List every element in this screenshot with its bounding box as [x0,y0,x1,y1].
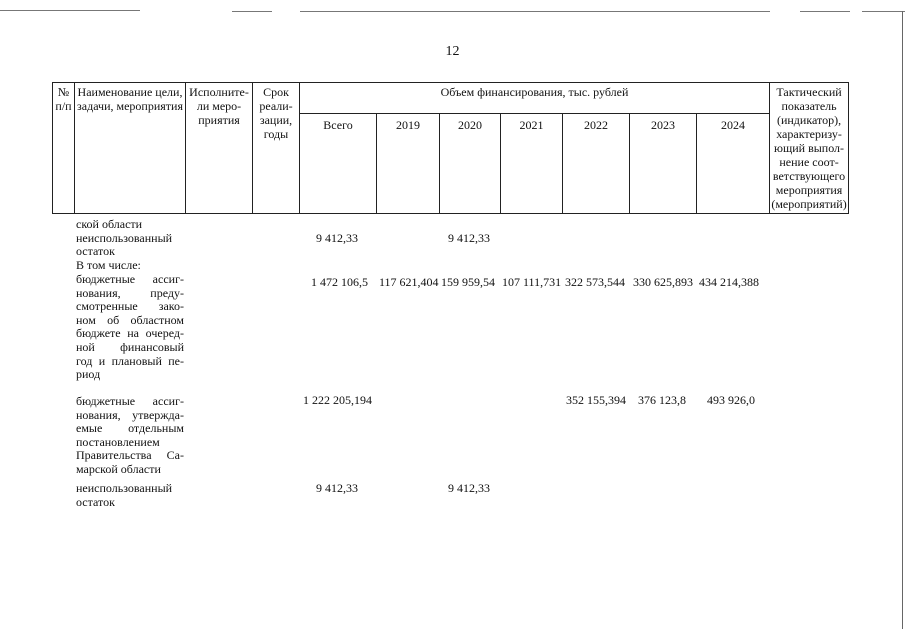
row-2-2020: 159 959,54 [441,275,495,289]
scan-edge-line [232,11,272,12]
header-year-2024: 2024 [697,114,770,214]
row-4-total: 9 412,33 [316,481,358,495]
row-2-description [76,273,184,382]
text-line: емые отдельным [76,421,184,436]
header-executors: Исполните-ли меро-приятия [186,83,253,214]
row-1-total: 9 412,33 [316,231,358,245]
header-year-2022: 2022 [563,114,630,214]
text-line: остаток [76,494,115,509]
text-line: год и плановый пе- [76,353,184,368]
row-2-2021: 107 111,731 [502,275,562,289]
scan-edge-line [300,11,770,12]
text-line: неиспользованный [76,230,173,245]
text-line: Правительства Са- [76,448,184,463]
row-1-2020: 9 412,33 [448,231,490,245]
row-3-2023: 376 123,8 [638,393,686,407]
text-line: риод [76,367,101,382]
row-1-description [76,218,184,259]
page-number: 12 [445,44,460,59]
funding-table-header [52,82,849,214]
text-line: ной финансовый [76,339,184,354]
row-4-2020: 9 412,33 [448,481,490,495]
header-year-2019: 2019 [377,114,440,214]
text-line: неиспользованный [76,481,173,495]
row-2-2024: 434 214,388 [699,275,759,289]
row-3-total: 1 222 205,194 [303,393,372,407]
text-line: ном об областном [76,312,184,327]
scan-edge-line [862,11,905,12]
header-funding: Объем финансирования, тыс. рублей [300,83,770,114]
header-year-2023: 2023 [630,114,697,214]
scan-edge-line [800,11,850,12]
row-4-description [76,482,184,509]
row-2-2023: 330 625,893 [633,275,693,289]
in-total-label: В том числе: [76,258,141,272]
row-3-description [76,395,184,477]
header-name: Наименование цели, задачи, мероприятия [75,83,186,214]
row-2-2022: 322 573,544 [565,275,625,289]
text-line: смотренные зако- [76,299,184,314]
row-3-2022: 352 155,394 [566,393,626,407]
header-term: Срок реали-зации, годы [253,83,300,214]
header-number: № п/п [53,83,75,214]
text-line: постановлением [76,434,160,449]
text-line: нования, утвержда- [76,407,184,422]
text-line: марской области [76,461,161,476]
scan-edge-line [0,10,140,11]
row-2-2019: 117 621,404 [379,275,439,289]
text-line: ской области [76,217,143,231]
header-total: Всего [300,114,377,214]
header-year-2021: 2021 [501,114,563,214]
text-line: остаток [76,244,115,259]
row-3-2024: 493 926,0 [707,393,755,407]
text-line: бюджетные ассиг- [76,272,184,286]
row-2-total: 1 472 106,5 [311,275,368,289]
text-line: нования, преду- [76,285,184,300]
text-line: бюджетные ассиг- [76,394,184,408]
header-year-2020: 2020 [440,114,501,214]
header-indicator: Тактический показатель (индикатор), характеризу-ющий выпол-нение соот-ветствующего мероприятия (мероприятий) [770,83,849,214]
scan-edge-vertical [902,11,903,629]
text-line: бюджете на очеред- [76,326,184,341]
